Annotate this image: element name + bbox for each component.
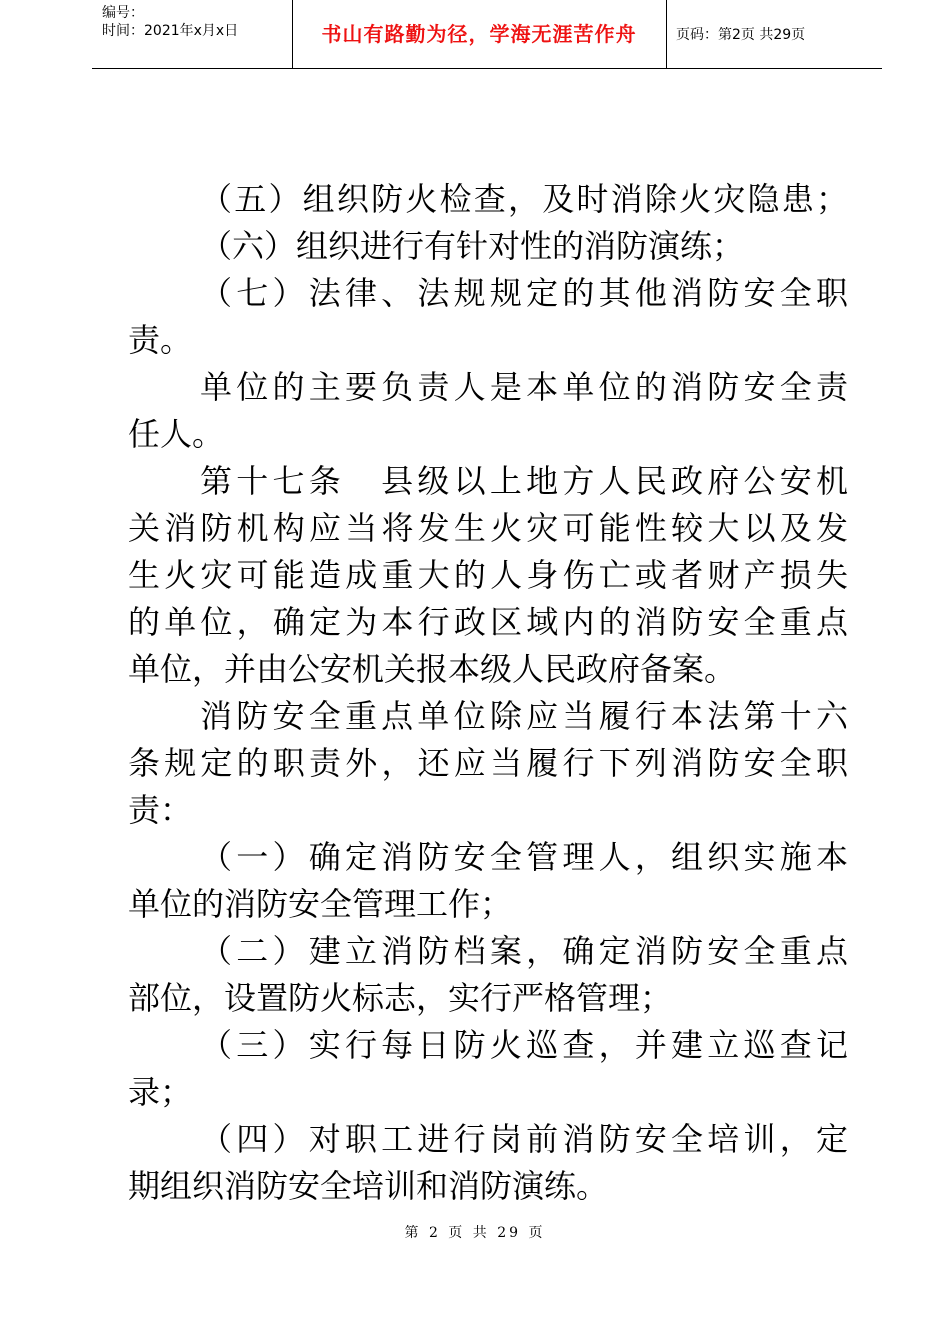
text-line: 单位的主要负责人是本单位的消防安全责 <box>200 368 848 406</box>
text-line: 任人。 <box>128 415 225 453</box>
text-line: 条规定的职责外，还应当履行下列消防安全职 <box>128 744 848 782</box>
doc-time: 时间：2021年x月x日 <box>102 23 239 39</box>
header-meta <box>102 4 292 40</box>
text-line: 消防安全重点单位除应当履行本法第十六 <box>200 697 848 735</box>
text-line: 责： <box>128 791 193 829</box>
header-divider <box>666 0 667 68</box>
text-line: 部位，设置防火标志，实行严格管理； <box>128 979 673 1017</box>
text-line: 单位，并由公安机关报本级人民政府备案。 <box>128 650 737 688</box>
text-line: 第十七条 县级以上地方人民政府公安机 <box>200 462 848 500</box>
text-line: 录； <box>128 1073 193 1111</box>
text-line: 关消防机构应当将发生火灾可能性较大以及发 <box>128 509 848 547</box>
doc-number: 编号： <box>102 5 144 21</box>
text-line: 的单位，确定为本行政区域内的消防安全重点 <box>128 603 848 641</box>
text-line: 生火灾可能造成重大的人身伤亡或者财产损失 <box>128 556 848 594</box>
page-footer: 第 2 页 共 29 页 <box>404 1225 546 1241</box>
text-line: 单位的消防安全管理工作； <box>128 885 513 923</box>
text-line: （二）建立消防档案，确定消防安全重点 <box>200 932 848 970</box>
page-header <box>92 0 882 69</box>
text-line: （一）确定消防安全管理人，组织实施本 <box>200 838 848 876</box>
header-page-number: 页码：第2页 共29页 <box>676 27 806 43</box>
text-line: （七）法律、法规规定的其他消防安全职 <box>200 274 848 312</box>
text-line: 期组织消防安全培训和消防演练。 <box>128 1167 609 1205</box>
text-line: （三）实行每日防火巡查，并建立巡查记 <box>200 1026 848 1064</box>
text-line: （六）组织进行有针对性的消防演练； <box>200 227 745 265</box>
header-motto: 书山有路勤为径，学海无涯苦作舟 <box>321 22 637 46</box>
text-line: 责。 <box>128 321 193 359</box>
text-line: （五）组织防火检查，及时消除火灾隐患； <box>200 180 848 218</box>
text-line: （四）对职工进行岗前消防安全培训，定 <box>200 1120 848 1158</box>
document-body <box>128 176 848 1210</box>
